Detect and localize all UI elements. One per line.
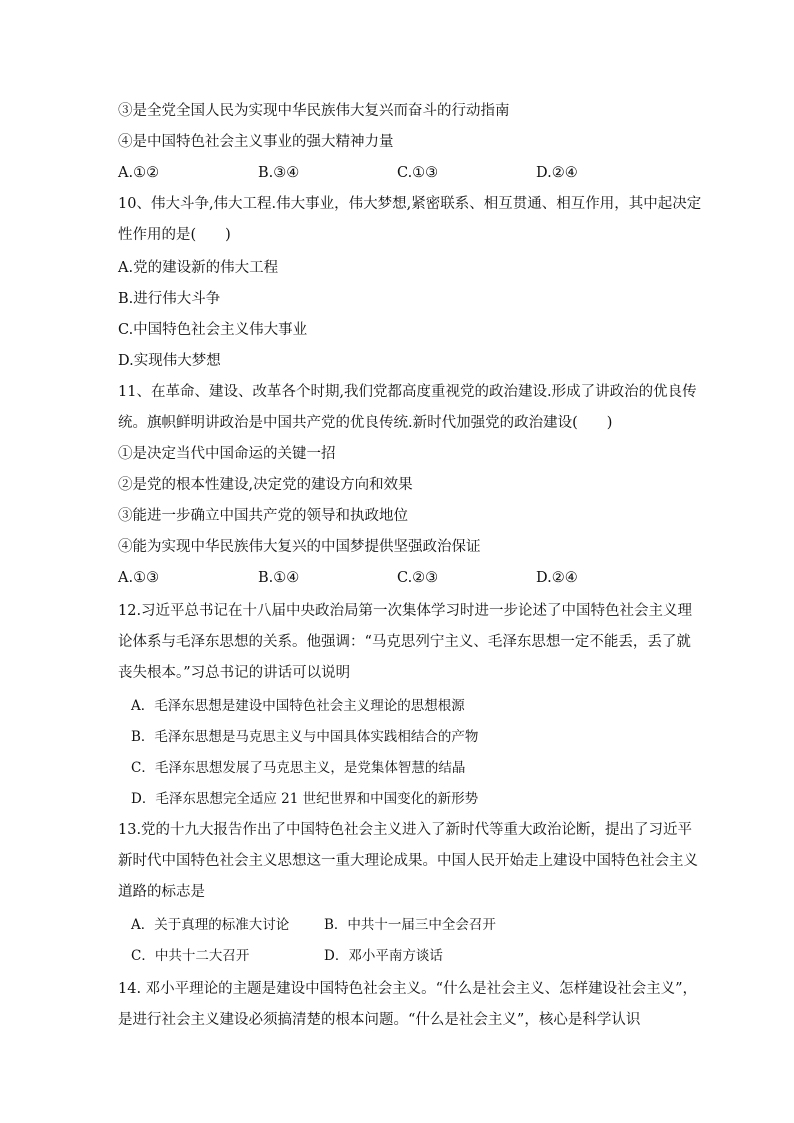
q10-option-d: D.实现伟大梦想 <box>118 353 221 369</box>
q13-stem-line-3: 道路的标志是 <box>118 884 205 900</box>
q14-stem-line-2: 是进行社会主义建设必须搞清楚的根本问题。“什么是社会主义”，核心是科学认识 <box>118 1012 641 1028</box>
q10-option-a: A.党的建设新的伟大工程 <box>118 260 279 276</box>
q11-option-b: B.①④ <box>258 570 300 586</box>
q11-item-2: ②是党的根本性建设,决定党的建设方向和效果 <box>118 477 413 493</box>
q10-stem-line-2: 性作用的是( ) <box>118 227 231 243</box>
q11-option-c: C.②③ <box>397 570 439 586</box>
q11-stem-line-1: 11、在革命、建设、改革各个时期,我们党都高度重视党的政治建设.形成了讲政治的优良传 <box>118 384 697 400</box>
q9-option-d: D.②④ <box>536 165 578 181</box>
q12-option-b: B．毛泽东思想是马克思主义与中国具体实践相结合的产物 <box>131 729 479 745</box>
q10-option-c: C.中国特色社会主义伟大事业 <box>118 322 308 338</box>
q10-stem-line-1: 10、伟大斗争,伟大工程.伟大事业，伟大梦想,紧密联系、相互贯通、相互作用，其中起决定 <box>118 196 702 212</box>
q12-option-c: C．毛泽东思想发展了马克思主义，是党集体智慧的结晶 <box>131 760 466 776</box>
q11-item-3: ③能进一步确立中国共产党的领导和执政地位 <box>118 508 408 524</box>
q9-option-a: A.①② <box>118 165 160 181</box>
q9-option-c: C.①③ <box>397 165 439 181</box>
q11-option-d: D.②④ <box>536 570 578 586</box>
q12-option-a: A．毛泽东思想是建设中国特色社会主义理论的思想根源 <box>131 698 465 714</box>
q13-option-b: B．中共十一届三中全会召开 <box>324 917 496 933</box>
q13-option-a: A．关于真理的标准大讨论 <box>131 917 290 933</box>
q12-stem-line-2: 论体系与毛泽东思想的关系。他强调：“马克思列宁主义、毛泽东思想一定不能丢，丢了就 <box>118 634 691 650</box>
q11-item-1: ①是决定当代中国命运的关键一招 <box>118 446 336 462</box>
q11-stem-line-2: 统。旗帜鲜明讲政治是中国共产党的优良传统.新时代加强党的政治建设( ) <box>118 415 613 431</box>
q10-option-b: B.进行伟大斗争 <box>118 291 221 307</box>
q13-stem-line-2: 新时代中国特色社会主义思想这一重大理论成果。中国人民开始走上建设中国特色社会主义 <box>118 853 698 869</box>
q12-stem-line-1: 12.习近平总书记在十八届中央政治局第一次集体学习时进一步论述了中国特色社会主义理 <box>118 603 693 619</box>
q9-item-4: ④是中国特色社会主义事业的强大精神力量 <box>118 134 394 150</box>
q11-item-4: ④能为实现中华民族伟大复兴的中国梦提供坚强政治保证 <box>118 539 481 555</box>
q13-stem-line-1: 13.党的十九大报告作出了中国特色社会主义进入了新时代等重大政治论断，提出了习近平 <box>118 822 693 838</box>
q9-option-b: B.③④ <box>258 165 300 181</box>
q13-option-c: C．中共十二大召开 <box>131 948 250 964</box>
q12-option-d: D．毛泽东思想完全适应 21 世纪世界和中国变化的新形势 <box>131 791 479 807</box>
q14-stem-line-1: 14. 邓小平理论的主题是建设中国特色社会主义。“什么是社会主义、怎样建设社会主义”， <box>118 981 697 997</box>
q13-option-d: D．邓小平南方谈话 <box>324 948 443 964</box>
q12-stem-line-3: 丧失根本。”习总书记的讲话可以说明 <box>118 665 351 681</box>
q11-option-a: A.①③ <box>118 570 160 586</box>
q9-item-3: ③是全党全国人民为实现中华民族伟大复兴而奋斗的行动指南 <box>118 103 510 119</box>
